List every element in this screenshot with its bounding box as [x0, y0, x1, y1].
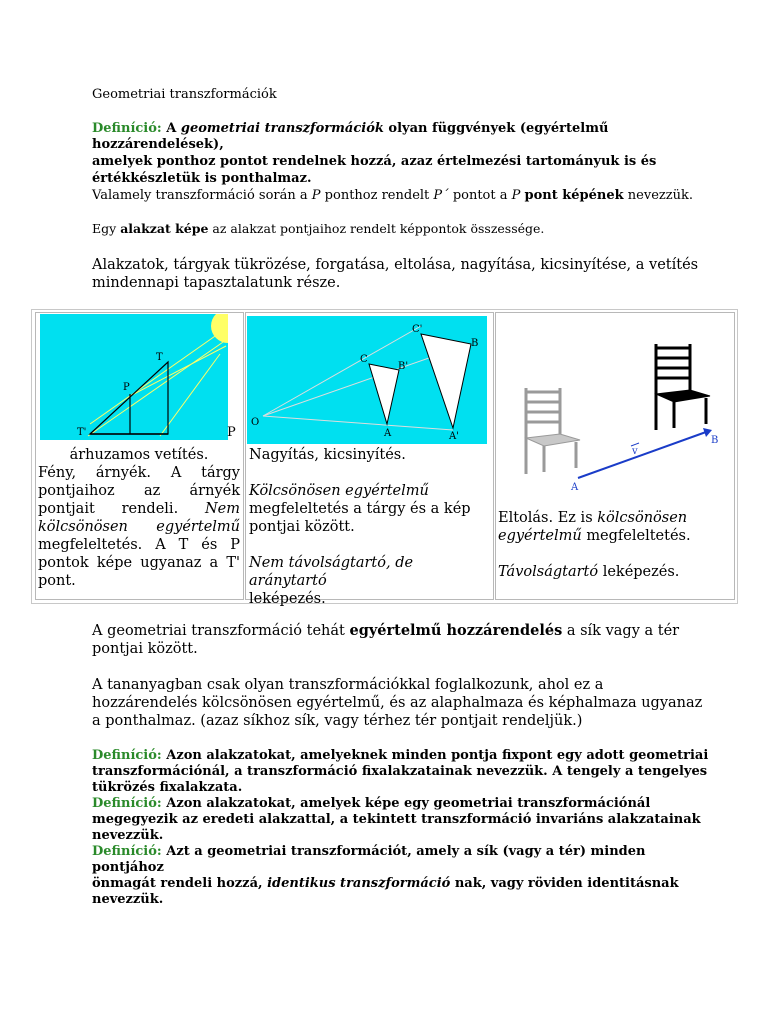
definition-label: Definíció: [92, 844, 162, 859]
p1-c: pontot a [452, 188, 508, 203]
chair-translated [656, 344, 706, 430]
def1-term: geometriai transzformációk [180, 121, 384, 136]
p2-a: Egy [92, 221, 117, 236]
p4-b: a sík vagy a tér [566, 623, 680, 639]
p5-line3: a ponthalmaz. (azaz síkhoz sík, vagy térhez tér pontjait rendeljük.) [92, 713, 583, 729]
p5-line2: hozzárendelés kölcsönösen egyértelmű, és az alaphalmaza és képhalmaza ugyanaz [92, 695, 703, 711]
p1-p2: P [511, 188, 521, 203]
p3-line1: Alakzatok, tárgyak tükrözése, forgatása, eltolása, nagyítása, kicsinyítése, a vetítés [92, 257, 699, 273]
def1-line3: értékkészletük is ponthalmaz. [92, 171, 312, 186]
label-b: B [711, 435, 719, 446]
scaling-text [249, 446, 489, 608]
definition-4 [92, 844, 712, 908]
projection-line2: pontjaihoz az árnyék [38, 483, 241, 499]
definition-2 [92, 748, 712, 796]
scaling-figure [247, 316, 489, 446]
projection-line3: pontjait rendeli. Nem [38, 501, 240, 517]
p2-bold: alakzat képe [120, 221, 209, 236]
label-a: A [384, 428, 392, 439]
projection-line1: Fény, árnyék. A tárgy [38, 465, 241, 481]
definition-1 [92, 121, 692, 187]
definition-label: Definíció: [92, 121, 162, 136]
translation-vector [578, 432, 706, 478]
def4-a: önmagát rendeli hozzá, [92, 876, 263, 891]
p5-line1: A tananyagban csak olyan transzformációkkal foglalkozunk, ahol ez a [92, 677, 604, 693]
translation-b: megfeleltetés. [586, 528, 691, 544]
def2-line3: tükrözés fixalakzata. [92, 780, 243, 795]
def1-a: A [166, 121, 177, 136]
def3-line3: nevezzük. [92, 828, 164, 843]
label-t-prime: T' [77, 427, 87, 438]
scaling-t3: leképezés. [249, 591, 326, 607]
chair-original-seat [526, 434, 580, 446]
p4-a: A geometriai transzformáció tehát [92, 623, 345, 639]
parallel-projection-figure [40, 314, 240, 442]
def4-term: identikus transzformáció [267, 876, 451, 891]
translation-text [498, 509, 730, 581]
projection-line4: kölcsönösen egyértelmű [38, 519, 240, 535]
p1-p: P [311, 188, 321, 203]
def3-line1: Azon alakzatokat, amelyek képe egy geometriai transzformációnál [166, 796, 651, 811]
label-p-outer: P [227, 425, 236, 440]
p4-bold: egyértelmű hozzárendelés [349, 622, 563, 639]
label-c: C [360, 354, 368, 365]
definition-3 [92, 796, 712, 844]
def4-line1: Azt a geometriai transzformációt, amely a sík (vagy a tér) minden pontjához [92, 844, 646, 875]
sky-background [40, 314, 228, 440]
translation-c: leképezés. [602, 564, 680, 580]
paragraph-shape-image [92, 221, 544, 237]
projection-caption: árhuzamos vetítés. [69, 447, 209, 463]
def4-line3: nevezzük. [92, 892, 164, 907]
translation-figure [500, 330, 728, 500]
label-o: O [251, 417, 260, 428]
p4-line2: pontjai között. [92, 641, 198, 657]
label-c-prime: C' [412, 324, 423, 335]
translation-it2: egyértelmű [498, 528, 582, 544]
page-title: Geometriai transzformációk [92, 87, 277, 102]
scaling-it1: Kölcsönösen egyértelmű [249, 483, 429, 499]
def2-line1: Azon alakzatokat, amelyeknek minden pontja fixpont egy adott geometriai [166, 748, 709, 763]
p1-b: ponthoz rendelt [324, 188, 430, 203]
scaling-t1: megfeleltetés a tárgy és a kép [249, 501, 471, 517]
translation-it1: kölcsönösen [597, 510, 688, 526]
chair-original [526, 388, 576, 474]
projection-line7: pont. [38, 573, 76, 589]
translation-a: Eltolás. Ez is [498, 510, 593, 526]
label-v: v [632, 446, 638, 457]
p2-b: az alakzat pontjaihoz rendelt képpontok összessége. [212, 221, 545, 236]
def1-line2: amelyek ponthoz pontot rendelnek hozzá, azaz értelmezési tartományuk is és [92, 154, 657, 169]
scaling-it2: Nem távolságtartó, de aránytartó [249, 555, 414, 589]
label-b: B [471, 338, 479, 349]
chair-translated-seat [656, 390, 710, 402]
projection-line5: megfeleltetés. A T és P [38, 537, 240, 553]
projection-line6: pontok képe ugyanaz a T' [38, 555, 241, 571]
def2-line2: transzformációnál, a transzformáció fixalakzatainak nevezzük. A tengely a tengelyes [92, 764, 708, 779]
label-t: T [156, 352, 163, 363]
p1-d: nevezzük. [627, 188, 693, 203]
label-a-prime: A' [449, 431, 459, 442]
def1-rest: olyan függvények (egyértelmű hozzárendelések), [92, 121, 609, 152]
definition-label: Definíció: [92, 748, 162, 763]
def3-line2: megegyezik az eredeti alakzattal, a tekintett transzformáció invariáns alakzatainak [92, 812, 701, 827]
scaling-t2: pontjai között. [249, 519, 355, 535]
definition-label: Definíció: [92, 796, 162, 811]
definitions-block [92, 748, 712, 908]
paragraph-scope [92, 676, 702, 730]
def4-b: nak, vagy röviden identitásnak [454, 876, 679, 891]
p1-bold: pont képének [524, 188, 624, 203]
label-b-prime: B' [398, 361, 409, 372]
paragraph-image-point [92, 188, 693, 204]
projection-text [38, 446, 240, 590]
scaling-caption: Nagyítás, kicsinyítés. [249, 447, 406, 463]
p1-a: Valamely transzformáció során a [92, 188, 308, 203]
translation-it3: Távolságtartó [498, 564, 599, 580]
p1-pp: P´ [433, 188, 449, 203]
paragraph-bijection [92, 622, 679, 658]
paragraph-everyday [92, 256, 698, 292]
label-a: A [571, 482, 579, 493]
label-p: P [123, 382, 130, 393]
p3-line2: mindennapi tapasztalatunk része. [92, 275, 341, 291]
